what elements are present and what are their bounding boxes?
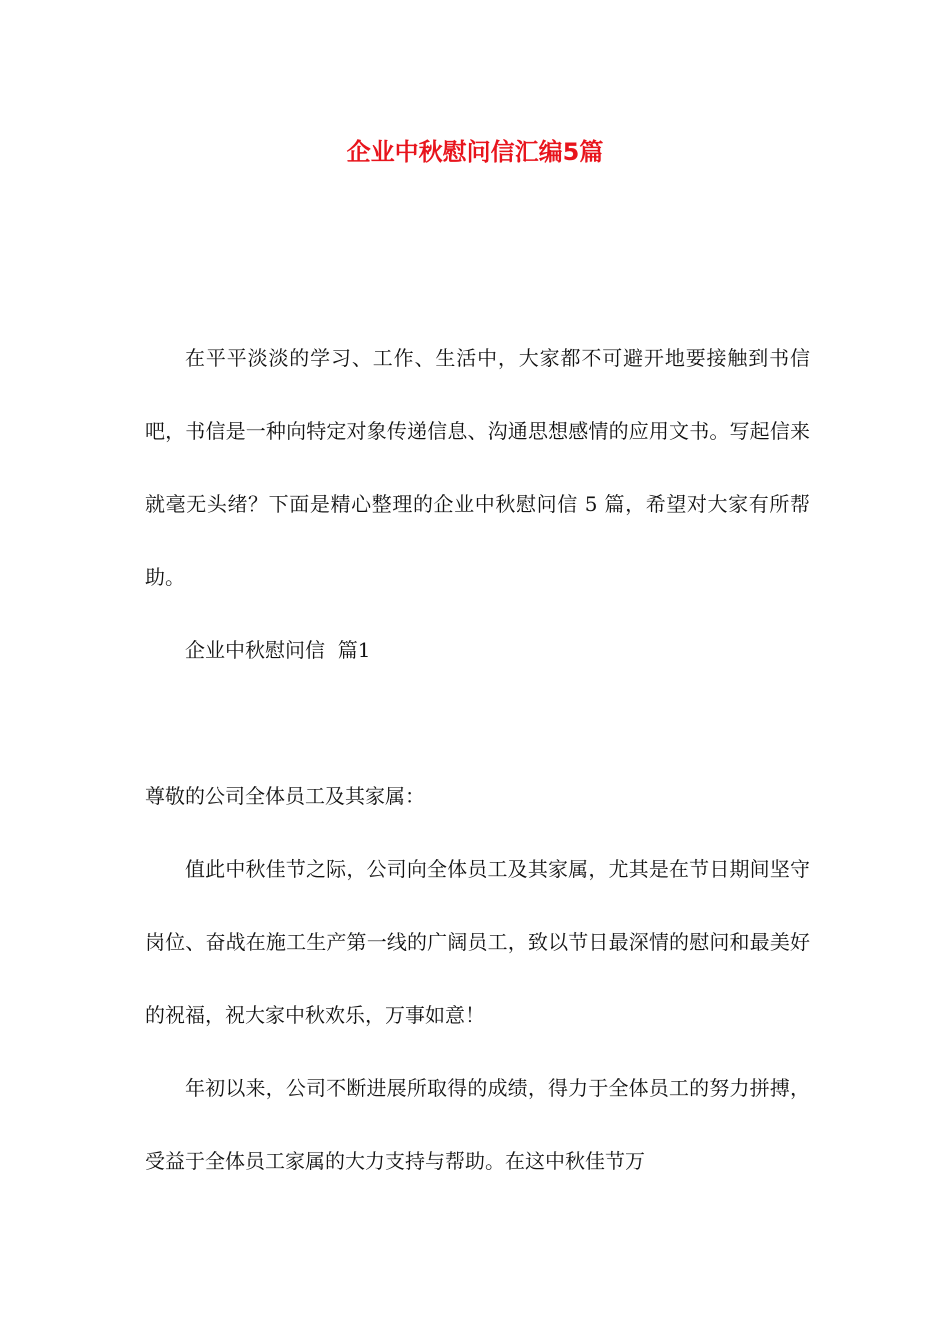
section-spacer	[145, 687, 810, 760]
intro-paragraph: 在平平淡淡的学习、工作、生活中，大家都不可避开地要接触到书信吧，书信是一种向特定对象传递信息、沟通思想感情的应用文书。写起信来就毫无头绪？下面是精心整理的企业中秋慰问信 5 篇，希望对大家有所帮助。	[145, 346, 810, 589]
document-body	[145, 322, 810, 1198]
section-heading: 企业中秋慰问信 篇1	[185, 638, 371, 662]
body-paragraph: 年初以来，公司不断进展所取得的成绩，得力于全体员工的努力拼搏，受益于全体员工家属的大力支持与帮助。在这中秋佳节万	[145, 1076, 810, 1173]
body-paragraph: 值此中秋佳节之际，公司向全体员工及其家属，尤其是在节日期间坚守岗位、奋战在施工生产第一线的广阔员工，致以节日最深情的慰问和最美好的祝福，祝大家中秋欢乐，万事如意！	[145, 857, 810, 1027]
document-title: 企业中秋慰问信汇编5篇	[346, 138, 604, 166]
salutation: 尊敬的公司全体员工及其家属：	[145, 784, 425, 808]
